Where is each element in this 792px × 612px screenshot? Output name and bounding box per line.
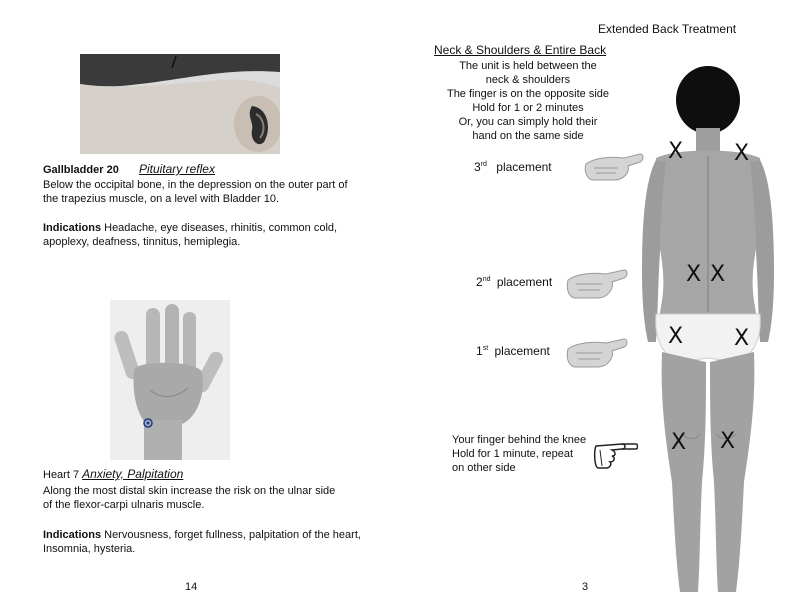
head-photo	[80, 54, 280, 154]
hand-device-icon	[566, 266, 632, 302]
x-marker: X	[734, 141, 750, 166]
placement-1-label: 1st placement	[476, 344, 550, 358]
ht7-location	[43, 484, 335, 512]
x-marker: X	[668, 139, 684, 164]
x-marker: X	[720, 429, 736, 454]
x-marker: X	[671, 430, 687, 455]
body-back-figure	[636, 62, 786, 596]
gb20-point-name: Pituitary reflex	[138, 162, 215, 176]
ht7-location-line1: Along the most distal skin increase the risk on the ulnar side	[43, 485, 336, 497]
instruction-line: The finger is on the opposite side	[446, 88, 610, 100]
knee-line: on other side	[452, 462, 516, 474]
hand-device-icon	[566, 335, 632, 371]
gb20-location-line1: Below the occipital bone, in the depression on the outer part of	[43, 179, 348, 191]
x-marker: X	[710, 262, 726, 287]
ht7-point-label: Heart 7	[43, 469, 80, 481]
ht7-heading	[43, 467, 183, 482]
gb20-indications	[43, 221, 337, 249]
knee-line: Hold for 1 minute, repeat	[452, 448, 574, 460]
instruction-line: The unit is held between the	[459, 60, 597, 72]
right-page-number: 3	[582, 581, 589, 593]
instruction-line: neck & shoulders	[485, 74, 571, 86]
gb20-location	[43, 178, 348, 206]
gb20-indications-line2: apoplexy, deafness, tinnitus, hemiplegia.	[43, 236, 241, 248]
hand-photo	[110, 300, 230, 460]
gb20-indications-label: Indications	[43, 222, 102, 234]
x-marker: X	[734, 326, 750, 351]
knee-instructions	[452, 433, 586, 475]
placement-2-label: 2nd placement	[476, 275, 553, 289]
pointing-hand-icon	[592, 436, 638, 470]
ht7-indications-label: Indications	[43, 529, 102, 541]
placement-3-label: 3rd placement	[474, 160, 552, 174]
section-title: Neck & Shoulders & Entire Back	[434, 43, 607, 57]
ht7-indications	[43, 528, 361, 556]
gb20-point-label: Gallbladder 20	[43, 164, 119, 176]
knee-line: Your finger behind the knee	[452, 434, 587, 446]
right-page-header: Extended Back Treatment	[598, 22, 737, 36]
instruction-line: hand on the same side	[472, 130, 584, 142]
left-page-number: 14	[185, 581, 198, 593]
ht7-point-name: Anxiety, Palpitation	[82, 467, 184, 481]
ht7-location-line2: of the flexor-carpi ulnaris muscle.	[43, 499, 205, 511]
x-marker: X	[668, 324, 684, 349]
ht7-indications-line2: Insomnia, hysteria.	[43, 543, 136, 555]
ht7-indications-line1: Nervousness, forget fullness, palpitation of the heart,	[101, 529, 361, 541]
gb20-indications-line1: Headache, eye diseases, rhinitis, common cold,	[101, 222, 338, 234]
gb20-location-line2: the trapezius muscle, on a level with Bladder 10.	[43, 193, 280, 205]
instruction-line: Hold for 1 or 2 minutes	[472, 102, 584, 114]
instructions-block	[430, 59, 626, 143]
instruction-line: Or, you can simply hold their	[458, 116, 598, 128]
gb20-heading	[43, 162, 215, 177]
x-marker: X	[686, 262, 702, 287]
